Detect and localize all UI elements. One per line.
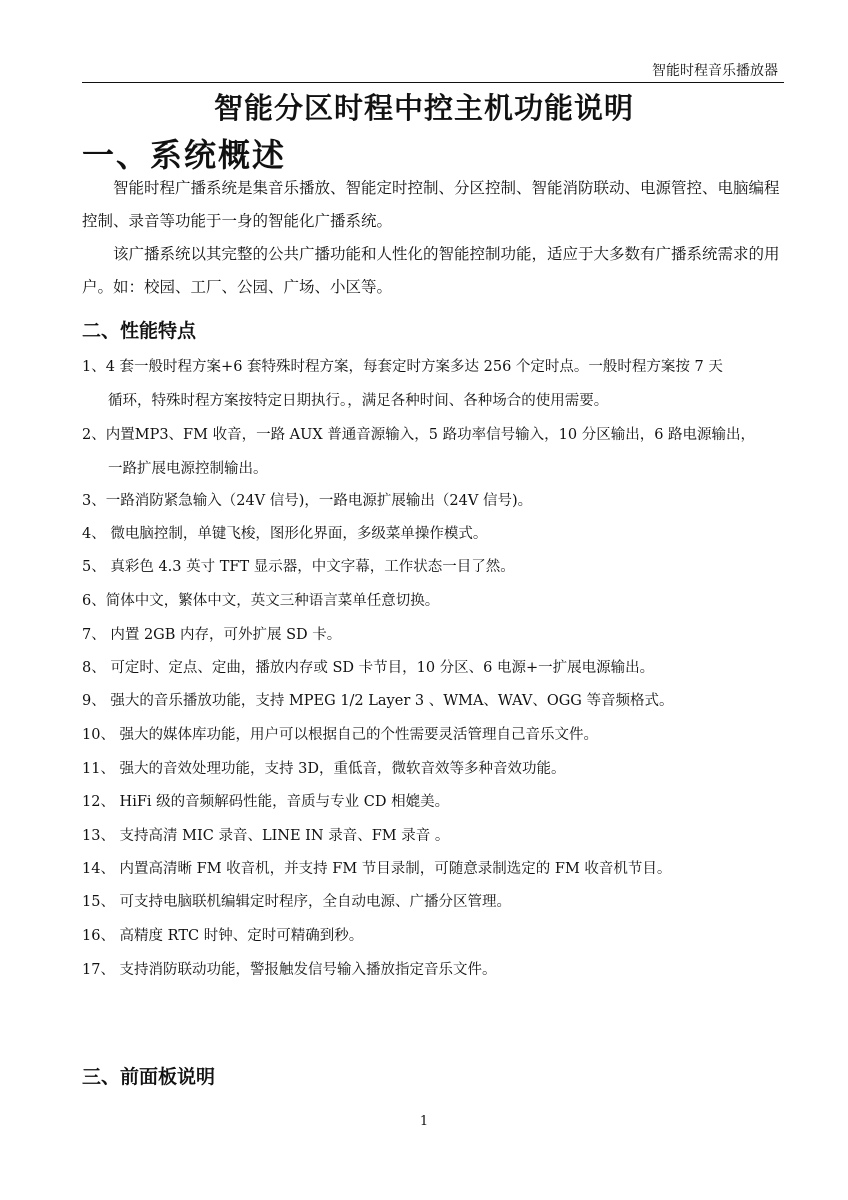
section-heading-front-panel: 三、前面板说明 [82,1066,216,1088]
feature-item-5: 5、 真彩色 4.3 英寸 TFT 显示器，中文字幕，工作状态一目了然。 [82,559,515,575]
feature-item-16: 16、 高精度 RTC 时钟、定时可精确到秒。 [82,928,364,944]
feature-item-text: 1、4 套一般时程方案+6 套特殊时程方案，每套定时方案多达 256 个定时点。一般时程方案按 7 天 [82,359,723,375]
feature-item-1 [82,350,794,418]
feature-item-text: 2、内置MP3、FM 收音，一路 AUX 普通音源输入，5 路功率信号输入，10 分区输出，6 路电源输出， [82,427,756,443]
feature-item-4: 4、 微电脑控制，单键飞梭，图形化界面，多级菜单操作模式。 [82,526,488,542]
feature-item-9: 9、 强大的音乐播放功能，支持 MPEG 1/2 Layer 3 、WMA、WAV、OGG 等音频格式。 [82,693,674,709]
section-heading-features: 二、性能特点 [82,320,197,342]
feature-item-continuation: 循环，特殊时程方案按特定日期执行。，满足各种时间、各种场合的使用需要。 [108,393,609,409]
section-heading-overview: 一、系统概述 [82,136,287,174]
feature-item-12: 12、 HiFi 级的音频解码性能，音质与专业 CD 相媲美。 [82,794,450,810]
feature-item-17: 17、 支持消防联动功能，警报触发信号输入播放指定音乐文件。 [82,962,497,978]
feature-item-11: 11、 强大的音效处理功能，支持 3D，重低音，微软音效等多种音效功能。 [82,761,566,777]
feature-item-6: 6、简体中文，繁体中文，英文三种语言菜单任意切换。 [82,593,440,609]
feature-item-15: 15、 可支持电脑联机编辑定时程序，全自动电源、广播分区管理。 [82,894,512,910]
feature-item-2 [82,418,794,486]
feature-item-14: 14、 内置高清晰 FM 收音机，并支持 FM 节目录制，可随意录制选定的 FM 收音机节目。 [82,861,672,877]
feature-item-8: 8、 可定时、定点、定曲，播放内存或 SD 卡节目，10 分区、6 电源+一扩展电源输出。 [82,660,655,676]
running-header: 智能时程音乐播放器 [652,63,778,79]
feature-item-7: 7、 内置 2GB 内存，可外扩展 SD 卡。 [82,627,342,643]
feature-item-3: 3、一路消防紧急输入（24V 信号)，一路电源扩展输出（24V 信号)。 [82,493,533,509]
overview-paragraph-2: 该广播系统以其完整的公共广播功能和人性化的智能控制功能，适应于大多数有广播系统需求的用户。如：校园、工厂、公园、广场、小区等。 [82,245,780,296]
feature-item-10: 10、 强大的媒体库功能，用户可以根据自己的个性需要灵活管理自己音乐文件。 [82,727,599,743]
feature-item-13: 13、 支持高清 MIC 录音、LINE IN 录音、FM 录音 。 [82,828,450,844]
document-title: 智能分区时程中控主机功能说明 [213,91,634,125]
header-divider [82,82,784,83]
page-number: 1 [419,1114,429,1129]
overview-paragraph-1: 智能时程广播系统是集音乐播放、智能定时控制、分区控制、智能消防联动、电源管控、电脑编程控制、录音等功能于一身的智能化广播系统。 [82,179,780,230]
feature-item-continuation: 一路扩展电源控制输出。 [108,461,268,477]
